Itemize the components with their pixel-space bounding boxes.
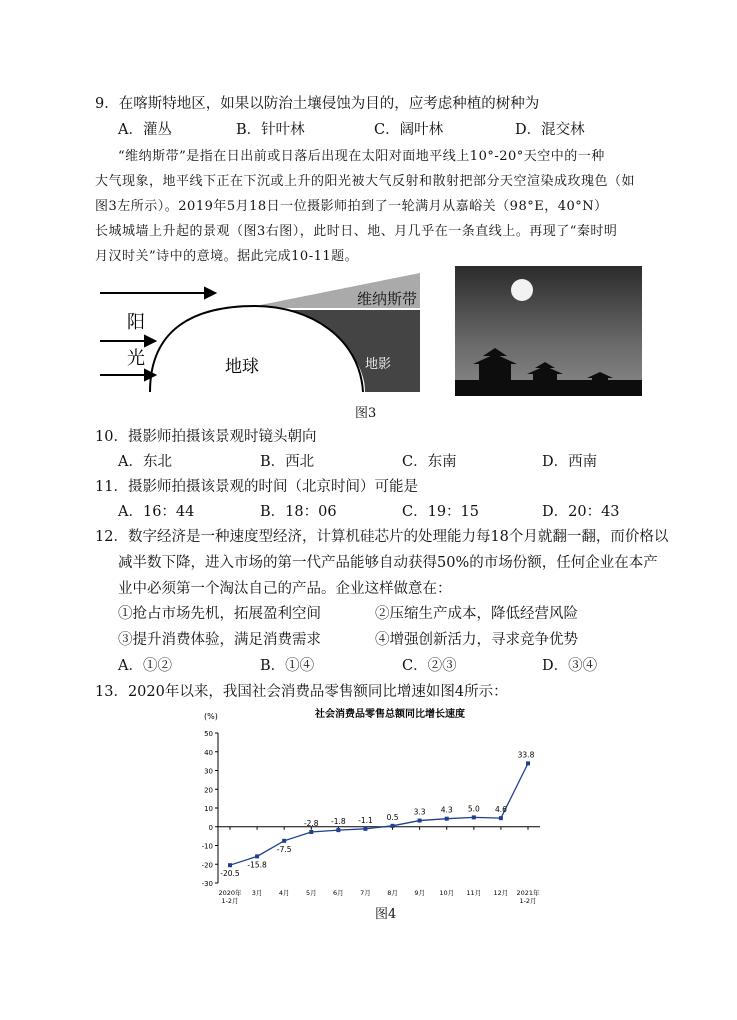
- x-tick-label: 12月: [493, 889, 509, 897]
- data-point: [282, 839, 286, 843]
- x-tick-label: 2020年: [218, 889, 242, 897]
- x-tick-label: 1-2月: [221, 897, 239, 905]
- data-label: -2.8: [303, 819, 319, 828]
- q9-option-b: B．针叶林: [236, 122, 305, 138]
- data-label: -1.8: [331, 817, 346, 827]
- sunlight-label-1: 阳: [127, 312, 145, 333]
- chart-title: 社会消费品零售总额同比增长速度: [315, 709, 465, 720]
- q12-item-1: ①抢占市场先机，拓展盈利空间: [118, 606, 321, 622]
- q12-item-4: ④增强创新活力，寻求竞争优势: [375, 632, 578, 648]
- data-point: [336, 828, 340, 832]
- x-tick-label: 5月: [305, 889, 317, 897]
- data-point: [445, 817, 449, 821]
- q10-option-c: C．东南: [402, 454, 457, 470]
- passage-line: 月汉时关”诗中的意境。据此完成10-11题。: [95, 249, 359, 264]
- data-label: 5.0: [467, 804, 480, 814]
- x-tick-label: 9月: [414, 889, 425, 897]
- data-point: [391, 824, 395, 828]
- y-tick-label: 0: [208, 823, 213, 832]
- earth-label: 地球: [225, 357, 259, 377]
- data-point: [526, 761, 530, 765]
- x-tick-label: 11月: [466, 889, 482, 897]
- data-point: [418, 819, 422, 823]
- y-tick-label: 30: [204, 767, 213, 776]
- q11-option-a: A．16：44: [118, 504, 195, 520]
- data-label: 0.5: [386, 812, 399, 822]
- q12-item-2: ②压缩生产成本，降低经营风险: [375, 606, 578, 622]
- data-label: 3.3: [413, 807, 426, 817]
- earth-shadow-label: 地影: [365, 357, 392, 372]
- x-tick-label: 2021年: [516, 889, 540, 897]
- jiayuguan-moon-photo: [455, 266, 642, 396]
- x-tick-label: 1-2月: [519, 897, 537, 905]
- q11-option-b: B．18：06: [260, 504, 337, 520]
- x-tick-label: 4月: [278, 889, 290, 897]
- data-point: [499, 816, 503, 820]
- q9-stem: 9．在喀斯特地区，如果以防治土壤侵蚀为目的，应考虑种植的树种为: [95, 96, 540, 112]
- data-label: -20.5: [220, 869, 240, 879]
- x-tick-label: 10月: [439, 889, 455, 897]
- figure3-caption: 图3: [355, 406, 377, 421]
- chart-ylabel: (%): [204, 712, 218, 721]
- y-tick-label: -10: [201, 842, 213, 851]
- q12-stem-line: 业中必须第一个淘汰自己的产品。企业这样做意在：: [118, 581, 452, 597]
- q11-option-d: D．20：43: [542, 504, 620, 520]
- q10-stem: 10．摄影师拍摄该景观时镜头朝向: [95, 429, 317, 445]
- y-tick-label: 10: [204, 805, 213, 813]
- q12-option-c: C．②③: [402, 658, 457, 674]
- data-label: 4.6: [494, 805, 507, 815]
- data-point: [228, 863, 232, 867]
- y-tick-label: -30: [201, 880, 213, 888]
- data-point: [255, 854, 259, 858]
- data-point: [309, 830, 313, 834]
- x-tick-label: 7月: [360, 889, 371, 897]
- y-tick-label: 50: [204, 730, 213, 738]
- series-line: [230, 763, 528, 865]
- q12-option-b: B．①④: [260, 658, 315, 674]
- q12-stem-line: 减半数下降，进入市场的第一代产品能够自动获得50%的市场份额，任何企业在本产: [118, 555, 658, 571]
- sunlight-label-2: 光: [127, 348, 145, 369]
- full-moon-icon: [511, 279, 533, 301]
- q10-option-d: D．西南: [542, 454, 598, 470]
- data-label: -1.1: [358, 815, 373, 825]
- passage-line: “维纳斯带”是指在日出前或日落后出现在太阳对面地平线上10°-20°天空中的一种: [118, 149, 605, 164]
- figure4-caption: 图4: [375, 907, 397, 922]
- retail-sales-growth-chart: [190, 703, 565, 915]
- venus-belt-diagram: [95, 268, 425, 396]
- x-tick-label: 3月: [251, 889, 263, 897]
- data-point: [363, 827, 367, 831]
- data-point: [472, 815, 476, 819]
- data-label: -7.5: [276, 844, 292, 854]
- q11-stem: 11．摄影师拍摄该景观的时间（北京时间）可能是: [95, 479, 418, 495]
- passage-line: 长城城墙上升起的景观（图3右图），此时日、地、月几乎在一条直线上。再现了“秦时明: [95, 224, 618, 239]
- q13-stem: 13．2020年以来，我国社会消费品零售额同比增速如图4所示：: [95, 684, 508, 700]
- q11-option-c: C．19：15: [402, 504, 479, 520]
- q12-option-d: D．③④: [542, 658, 598, 674]
- x-tick-label: 6月: [333, 889, 344, 897]
- y-tick-label: 40: [204, 748, 213, 757]
- q10-option-a: A．东北: [118, 454, 172, 470]
- q12-item-3: ③提升消费体验，满足消费需求: [118, 632, 321, 648]
- y-tick-label: 20: [204, 786, 213, 795]
- data-label: 4.3: [440, 805, 453, 815]
- y-tick-label: -20: [201, 861, 213, 870]
- q10-option-b: B．西北: [260, 454, 315, 470]
- q9-option-c: C．阔叶林: [374, 122, 444, 138]
- data-label: 33.8: [517, 750, 535, 760]
- q9-option-a: A．灌丛: [118, 122, 172, 138]
- passage-line: 大气现象，地平线下正在下沉或上升的阳光被大气反射和散射把部分天空渲染成玫瑰色（如: [95, 174, 636, 189]
- q9-option-d: D．混交林: [515, 122, 585, 138]
- x-tick-label: 8月: [387, 889, 398, 897]
- data-label: -15.8: [247, 860, 267, 870]
- q12-stem-line: 12．数字经济是一种速度型经济，计算机硅芯片的处理能力每18个月就翻一翻，而价格以: [95, 529, 669, 545]
- q12-option-a: A．①②: [118, 658, 172, 674]
- venus-belt-label: 维纳斯带: [357, 290, 418, 308]
- passage-line: 图3左所示）。2019年5月18日一位摄影师拍到了一轮满月从嘉峪关（98°E，40°N）: [95, 199, 608, 214]
